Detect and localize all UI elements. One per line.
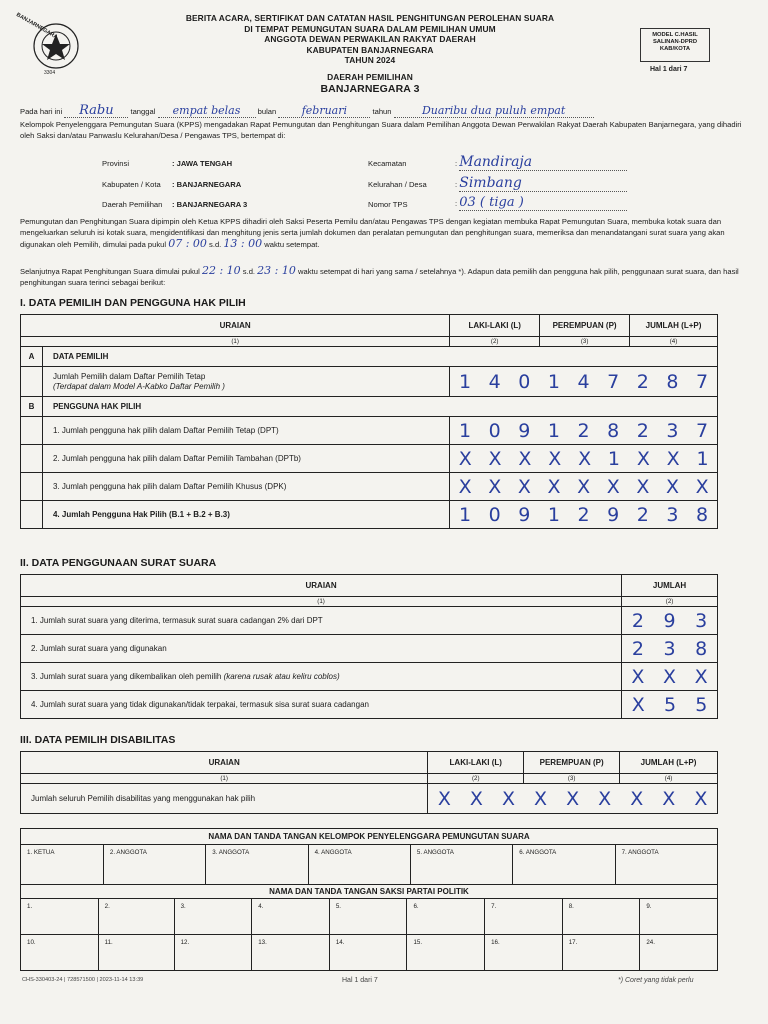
handwritten-digit: X <box>694 787 708 810</box>
kabupaten-value: : BANJARNEGARA <box>172 180 242 189</box>
s3-n1: (1) <box>21 774 428 784</box>
handwritten-digit: 0 <box>488 503 501 526</box>
handwritten-digit: X <box>488 447 502 470</box>
tahun-value: Duaribu dua puluh empat <box>394 106 594 118</box>
header-line1: BERITA ACARA, SERTIFIKAT DAN CATATAN HASIL PENGHITUNGAN PEROLEHAN SUARA <box>185 13 555 23</box>
s1-a-row-text: Jumlah Pemilih dalam Daftar Pemilih Tetap <box>52 371 206 381</box>
handwritten-digit: 5 <box>695 693 708 716</box>
handwritten-digit: X <box>666 447 680 470</box>
signature-cell: 12. <box>174 935 252 971</box>
tps-value: 03 ( tiga ) <box>459 195 627 211</box>
tanggal-label: tanggal <box>130 107 156 116</box>
handwritten-digit: X <box>636 447 650 470</box>
handwritten-digit: X <box>665 475 679 498</box>
kabupaten-label: Kabupaten / Kota <box>102 180 161 189</box>
signature-cell: 1. <box>21 899 99 935</box>
kelurahan-value: Simbang <box>459 175 627 192</box>
signature-cell: 7. ANGGOTA <box>615 845 717 885</box>
time1-sd: s.d. <box>209 239 222 249</box>
handwritten-digit: 8 <box>695 637 708 660</box>
signature-cell: 2. ANGGOTA <box>103 845 205 885</box>
handwritten-digit: X <box>695 475 709 498</box>
handwritten-digit: X <box>578 447 592 470</box>
s1-a-row <box>21 367 718 397</box>
document-header <box>110 13 630 96</box>
saksi-row-1 <box>21 899 718 935</box>
handwritten-digit: X <box>598 787 612 810</box>
handwritten-digit: X <box>577 475 591 498</box>
signature-cell: 1. KETUA <box>21 845 104 885</box>
handwritten-digit: X <box>662 787 676 810</box>
handwritten-digit: 1 <box>459 370 472 393</box>
s1-b-title: PENGGUNA HAK PILIH <box>42 397 717 417</box>
s2-row-text: 4. Jumlah surat suara yang tidak digunakan/tidak terpakai, termasuk sisa surat suara cadangan <box>21 691 622 719</box>
handwritten-digit: 7 <box>696 419 709 442</box>
handwritten-digit: X <box>663 665 677 688</box>
s1-row-digits <box>450 476 717 498</box>
handwritten-digit: X <box>518 447 532 470</box>
time1-end: 13 : 00 <box>223 236 263 250</box>
kpps-title: NAMA DAN TANDA TANGAN KELOMPOK PENYELENGGARA PEMUNGUTAN SUARA <box>21 829 718 845</box>
logo-text: BANJARNEGARA <box>15 12 59 41</box>
signature-cell: 6. <box>407 899 485 935</box>
handwritten-digit: 8 <box>666 370 679 393</box>
handwritten-digit: X <box>488 475 502 498</box>
s2-row-digits <box>622 610 717 632</box>
s1-b-letter: B <box>21 397 43 417</box>
s1-n1: (1) <box>21 337 450 347</box>
footer-center: Hal 1 dari 7 <box>342 977 378 984</box>
handwritten-digit: 2 <box>631 609 644 632</box>
saksi-row-2 <box>21 935 718 971</box>
s3-row-text: Jumlah seluruh Pemilih disabilitas yang menggunakan hak pilih <box>21 784 428 814</box>
footer-left: CHS-330403-24 | 728571500 | 2023-11-14 13:39 <box>22 977 144 983</box>
handwritten-digit: 1 <box>547 419 561 442</box>
paragraph-2 <box>20 217 750 250</box>
time1-start: 07 : 00 <box>168 236 207 250</box>
s3-row <box>21 784 718 814</box>
handwritten-digit: X <box>694 665 708 688</box>
s3-row-digits <box>428 788 717 810</box>
handwritten-digit: 1 <box>547 370 561 393</box>
handwritten-digit: 5 <box>663 693 677 716</box>
handwritten-digit: 2 <box>631 637 644 660</box>
handwritten-digit: X <box>631 693 645 716</box>
handwritten-digit: 4 <box>577 370 590 393</box>
s1-row-text: 1. Jumlah pengguna hak pilih dalam Daftar Pemilih Tetap (DPT) <box>42 417 449 445</box>
signature-cell: 3. ANGGOTA <box>206 845 308 885</box>
time2-sd: s.d. <box>242 267 256 276</box>
handwritten-digit: X <box>517 475 531 498</box>
s3-col-lp: JUMLAH (L+P) <box>620 752 718 774</box>
handwritten-digit: 7 <box>696 370 709 393</box>
header-line3: ANGGOTA DEWAN PERWAKILAN RAKYAT DAERAH <box>264 34 476 45</box>
time2-end: 23 : 10 <box>257 264 296 277</box>
s1-a-title: DATA PEMILIH <box>42 347 717 367</box>
s2-col-uraian: URAIAN <box>21 575 622 597</box>
signature-cell: 15. <box>407 935 485 971</box>
handwritten-digit: 9 <box>663 609 676 632</box>
signature-cell: 9. <box>640 899 718 935</box>
handwritten-digit: X <box>547 475 561 498</box>
section3-table <box>20 751 718 814</box>
s2-row <box>21 663 718 691</box>
header-line2: DI TEMPAT PEMUNGUTAN SUARA DALAM PEMILIHAN UMUM <box>244 23 496 34</box>
paragraph-2-text: Pemungutan dan Penghitungan Suara dipimpin oleh Ketua KPPS dihadiri oleh Saksi Peserta Pemilu dan/atau Pengawas TPS dengan kegiatan membuka Rapat Pemungutan Suara, membuka kotak suara dan mengeluarkan seluruh isi kotak suara, mengidentifikasi dan menghitung jenis serta jumlah dokumen dan peralatan pemungutan dan penghitungan suara, memeriksa dan menandatangani surat suara yang akan digunakan oleh Pemilih, dimulai pada pukul <box>20 217 725 249</box>
kecamatan-field: : Mandiraja <box>455 154 635 171</box>
handwritten-digit: X <box>534 787 548 810</box>
s1-n2: (2) <box>450 337 540 347</box>
s2-row-digits <box>622 638 717 660</box>
signature-cell: 5. <box>329 899 407 935</box>
s1-row <box>21 417 718 445</box>
dapil-value: BANJARNEGARA 3 <box>320 82 420 95</box>
handwritten-digit: X <box>501 787 515 810</box>
section1-title: I. DATA PEMILIH DAN PENGGUNA HAK PILIH <box>20 297 246 309</box>
signature-cell: 2. <box>98 899 174 935</box>
handwritten-digit: 1 <box>547 503 561 526</box>
s2-row-text: 1. Jumlah surat suara yang diterima, termasuk surat suara cadangan 2% dari DPT <box>21 607 622 635</box>
dapil-value-loc: : BANJARNEGARA 3 <box>172 200 248 209</box>
signature-cell: 7. <box>485 899 563 935</box>
handwritten-digit: 1 <box>459 503 472 526</box>
handwritten-digit: 0 <box>488 419 501 442</box>
kelurahan-label: Kelurahan / Desa <box>368 180 427 189</box>
s3-n3: (3) <box>524 774 620 784</box>
handwritten-digit: 1 <box>607 447 620 470</box>
s1-n4: (4) <box>630 337 718 347</box>
s3-n4: (4) <box>620 774 718 784</box>
intro-paragraph: Kelompok Penyelenggara Pemungutan Suara (KPPS) mengadakan Rapat Pemungutan dan Penghitungan Suara dalam Pemilihan Anggota Dewan Perwakilan Rakyat Daerah Kabupaten Banjarnegara, yang dihadiri oleh Saksi dan/atau Panwaslu Kelurahan/Desa / Pengawas TPS, bertempat di: <box>20 120 742 140</box>
kecamatan-label: Kecamatan <box>368 159 407 168</box>
handwritten-digit: 3 <box>695 609 708 632</box>
signature-table <box>20 828 718 899</box>
handwritten-digit: X <box>636 475 650 498</box>
signature-cell: 10. <box>21 935 99 971</box>
s1-row-digits <box>450 420 717 442</box>
handwritten-digit: 2 <box>636 370 649 393</box>
signature-cell: 13. <box>252 935 330 971</box>
signature-cell: 14. <box>329 935 407 971</box>
signature-cell: 24. <box>640 935 718 971</box>
signature-cell: 8. <box>562 899 640 935</box>
header-line4: KABUPATEN BANJARNEGARA <box>306 44 434 55</box>
s2-row-digits <box>622 666 717 688</box>
s2-row-text: 2. Jumlah surat suara yang digunakan <box>21 635 622 663</box>
handwritten-digit: 9 <box>518 419 531 442</box>
s1-row-text: 4. Jumlah Pengguna Hak Pilih (B.1 + B.2 + B.3) <box>42 501 449 529</box>
s3-n2: (2) <box>428 774 524 784</box>
saksi-title: NAMA DAN TANDA TANGAN SAKSI PARTAI POLITIK <box>21 885 718 899</box>
s1-col-lp: JUMLAH (L+P) <box>630 315 718 337</box>
hari-value: Rabu <box>64 106 128 118</box>
handwritten-digit: X <box>566 787 580 810</box>
s1-col-p: PEREMPUAN (P) <box>540 315 630 337</box>
signature-cell: 6. ANGGOTA <box>513 845 615 885</box>
s1-row-digits <box>450 448 717 470</box>
provinsi-label: Provinsi <box>102 159 130 168</box>
pada-hari-label: Pada hari ini <box>20 107 63 116</box>
section1-table <box>20 314 718 529</box>
handwritten-digit: 2 <box>577 503 590 526</box>
handwritten-digit: X <box>437 787 451 810</box>
handwritten-digit: X <box>630 787 644 810</box>
handwritten-digit: 1 <box>459 419 472 442</box>
footer-right: *) Coret yang tidak perlu <box>618 977 694 984</box>
s2-n2: (2) <box>622 597 718 607</box>
tps-label: Nomor TPS <box>368 200 408 209</box>
tanggal-value: empat belas <box>158 106 256 118</box>
bulan-value: februari <box>278 106 370 118</box>
dapil-label-loc: Daerah Pemilihan <box>102 200 163 209</box>
intro-line <box>20 103 750 118</box>
s2-row-text: 3. Jumlah surat suara yang dikembalikan oleh pemilih <box>31 672 222 681</box>
handwritten-digit: 7 <box>607 370 620 393</box>
provinsi-value: : JAWA TENGAH <box>172 159 233 168</box>
saksi-table <box>20 898 718 971</box>
handwritten-digit: X <box>458 447 472 470</box>
s2-row <box>21 691 718 719</box>
tahun-label: tahun <box>372 107 392 116</box>
signature-cell: 3. <box>174 899 252 935</box>
handwritten-digit: X <box>606 475 620 498</box>
s1-row-digits <box>450 504 717 526</box>
paragraph-3 <box>20 266 750 289</box>
handwritten-digit: 3 <box>663 637 676 660</box>
kecamatan-value: Mandiraja <box>459 154 627 171</box>
handwritten-digit: 9 <box>607 503 620 526</box>
handwritten-digit: 8 <box>696 503 709 526</box>
section3-title: III. DATA PEMILIH DISABILITAS <box>20 734 176 746</box>
s1-n3: (3) <box>540 337 630 347</box>
handwritten-digit: X <box>631 665 645 688</box>
handwritten-digit: 2 <box>577 419 590 442</box>
signature-cell: 4. ANGGOTA <box>308 845 410 885</box>
handwritten-digit: 8 <box>607 419 620 442</box>
s2-n1: (1) <box>21 597 622 607</box>
handwritten-digit: 1 <box>696 447 709 470</box>
header-line5: TAHUN 2024 <box>344 55 396 66</box>
bulan-label: bulan <box>257 107 277 116</box>
signature-cell: 5. ANGGOTA <box>410 845 512 885</box>
signature-cell: 17. <box>562 935 640 971</box>
dapil-label: DAERAH PEMILIHAN <box>327 71 413 82</box>
s1-row <box>21 473 718 501</box>
signature-cell: 4. <box>252 899 330 935</box>
section2-title: II. DATA PENGGUNAAN SURAT SUARA <box>20 557 217 569</box>
handwritten-digit: 0 <box>518 370 531 393</box>
s2-row <box>21 635 718 663</box>
s3-col-p: PEREMPUAN (P) <box>524 752 620 774</box>
signature-cell: 16. <box>485 935 563 971</box>
s3-col-uraian: URAIAN <box>21 752 428 774</box>
tps-field: : 03 ( tiga ) <box>455 195 635 211</box>
kpps-row <box>21 845 718 885</box>
s1-row <box>21 445 718 473</box>
s1-row-text: 2. Jumlah pengguna hak pilih dalam Daftar Pemilih Tambahan (DPTb) <box>42 445 449 473</box>
s1-col-uraian: URAIAN <box>21 315 450 337</box>
handwritten-digit: 2 <box>636 419 649 442</box>
s2-row-digits <box>622 694 717 716</box>
s2-row <box>21 607 718 635</box>
s1-row-text: 3. Jumlah pengguna hak pilih dalam Daftar Pemilih Khusus (DPK) <box>42 473 449 501</box>
s1-a-letter: A <box>21 347 43 367</box>
handwritten-digit: 9 <box>518 503 531 526</box>
s1-a-digits <box>450 371 717 393</box>
handwritten-digit: X <box>458 475 472 498</box>
s1-row <box>21 501 718 529</box>
handwritten-digit: 4 <box>488 370 501 393</box>
handwritten-digit: 3 <box>666 419 679 442</box>
kelurahan-field: : Simbang <box>455 175 635 192</box>
s2-row-note: (karena rusak atau keliru coblos) <box>223 672 340 681</box>
signature-cell: 11. <box>98 935 174 971</box>
s3-col-l: LAKI-LAKI (L) <box>428 752 524 774</box>
s1-col-l: LAKI-LAKI (L) <box>450 315 540 337</box>
handwritten-digit: 3 <box>666 503 679 526</box>
s1-a-row-note: (Terdapat dalam Model A-Kabko Daftar Pemilih ) <box>52 381 225 391</box>
paragraph-3a: Selanjutnya Rapat Penghitungan Suara dimulai pukul <box>20 267 200 276</box>
handwritten-digit: X <box>548 447 562 470</box>
time2-start: 22 : 10 <box>201 264 241 277</box>
logo-code: 3304 <box>44 70 56 76</box>
paragraph-3b: waktu setempat di hari yang sama / setelahnya *). Adapun data pemilih dan pengguna hak pilih, penggunaan surat suara, dan hasil penghitungan suara terinci sebagai berikut: <box>20 267 739 287</box>
handwritten-digit: X <box>469 787 483 810</box>
s2-col-jumlah: JUMLAH <box>622 575 718 597</box>
section2-table <box>20 574 718 719</box>
model-box: MODEL C.HASIL SALINAN-DPRD KAB/KOTA <box>640 28 710 62</box>
handwritten-digit: 2 <box>636 503 649 526</box>
page-number-top: Hal 1 dari 7 <box>650 66 688 73</box>
waktu-setempat: waktu setempat. <box>264 239 320 249</box>
